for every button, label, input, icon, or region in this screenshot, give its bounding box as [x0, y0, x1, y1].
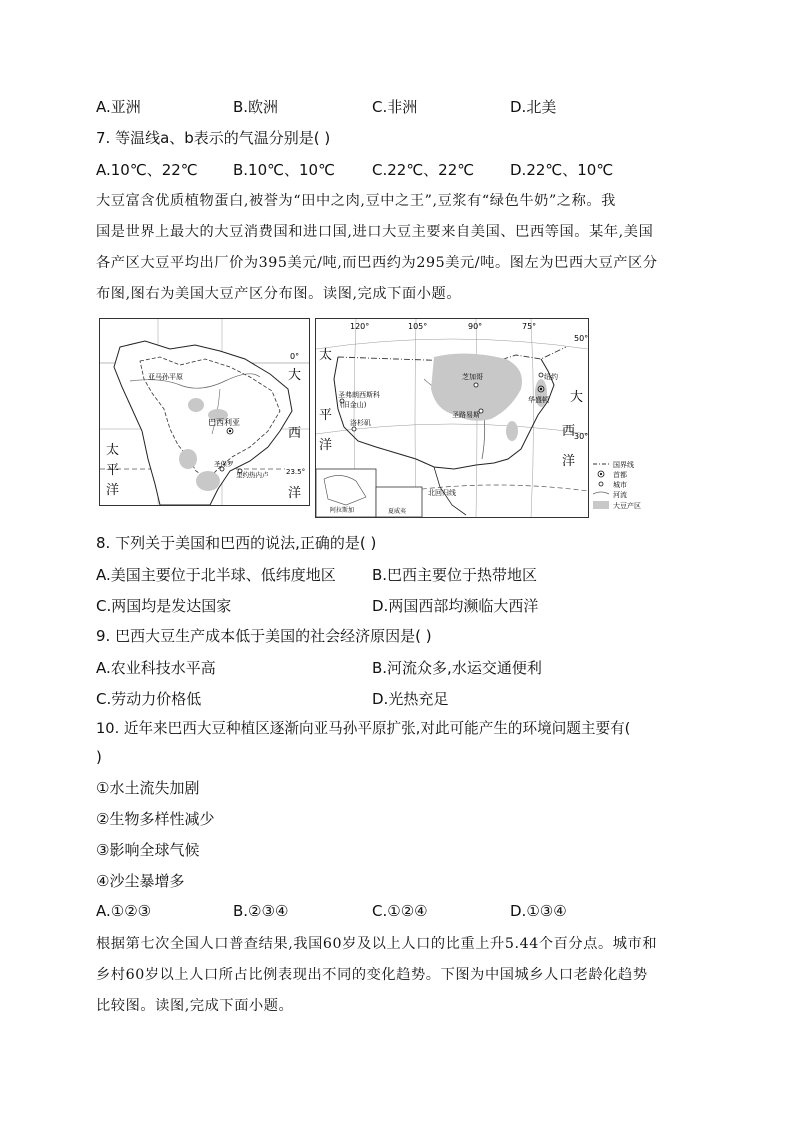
capital-legend-dot [600, 473, 602, 475]
atlantic-label: 西 [562, 424, 576, 439]
q9-stem: 9. 巴西大豆生产成本低于美国的社会经济原因是( ) [96, 627, 432, 645]
chicago-label: 芝加哥 [462, 373, 483, 381]
legend-label: 国界线 [613, 461, 634, 469]
q9-option-c: C.劳动力价格低 [96, 690, 202, 708]
passage-line: 乡村60岁以上人口所占比例表现出不同的变化趋势。下图为中国城乡人口老龄化趋势 [96, 967, 648, 983]
soybean-legend-icon [593, 501, 609, 509]
soybean-region [188, 398, 204, 412]
q8-option-d: D.两国西部均濒临大西洋 [372, 597, 539, 615]
capital-dot [540, 388, 542, 390]
newyork-label: 纽约 [544, 373, 558, 381]
passage-line: 布图,图右为美国大豆产区分布图。读图,完成下面小题。 [96, 286, 462, 302]
atlantic-label: 西 [288, 426, 302, 441]
longitude-label: 75° [522, 322, 537, 331]
pacific-label: 洋 [319, 438, 333, 453]
brazil-map [99, 318, 310, 506]
capital-dot [229, 430, 231, 432]
atlantic-label: 洋 [288, 486, 302, 501]
mexico-border [358, 441, 434, 467]
q10-option-a: A.①②③ [96, 902, 152, 920]
passage-line: 根据第七次全国人口普查结果,我国60岁及以上人口的比重上升5.44个百分点。城市和 [96, 936, 658, 952]
q7-stem: 7. 等温线a、b表示的气温分别是( ) [96, 129, 331, 147]
passage-census [96, 929, 696, 1022]
q7-option-b: B.10℃、10℃ [233, 161, 335, 179]
amazon-label: 亚马孙平原 [148, 373, 183, 381]
longitude-line [531, 319, 534, 517]
passage-line: 各产区大豆平均出厂价为395美元/吨,而巴西约为295美元/吨。图左为巴西大豆产区分 [96, 255, 658, 271]
pacific-label: 太 [106, 443, 120, 458]
q7-option-d: D.22℃、10℃ [510, 161, 614, 179]
longitude-label: 90° [468, 322, 483, 331]
pacific-label: 平 [106, 463, 120, 478]
usa-map-svg [316, 319, 588, 517]
q10-item: ①水土流失加剧 [96, 779, 200, 797]
soybean-region [179, 449, 197, 469]
brasilia-label: 巴西利亚 [208, 418, 240, 427]
stlouis-label: 圣路易斯 [452, 411, 480, 419]
pacific-label: 洋 [106, 483, 120, 498]
legend-label: 城市 [613, 481, 627, 489]
q10-item: ③影响全球气候 [96, 841, 200, 859]
atlantic-label: 大 [570, 390, 584, 405]
washington-label: 华盛顿 [528, 396, 549, 404]
q10-option-d: D.①③④ [510, 902, 567, 920]
usa-map [315, 318, 589, 518]
alaska-label: 阿拉斯加 [330, 507, 355, 514]
longitude-label: 105° [408, 322, 428, 331]
q8-option-c: C.两国均是发达国家 [96, 597, 232, 615]
passage-line: 大豆富含优质植物蛋白,被誉为“田中之肉,豆中之王”,豆浆有“绿色牛奶”之称。我 [96, 193, 616, 209]
legend-label: 首都 [613, 471, 627, 479]
q7-option-c: C.22℃、22℃ [372, 161, 475, 179]
passage-soybean [96, 186, 696, 310]
q8-stem: 8. 下列关于美国和巴西的说法,正确的是( ) [96, 534, 377, 552]
q6-option-c: C.非洲 [372, 98, 418, 116]
city-legend-icon [599, 482, 603, 486]
tropic-degree: 23.5° [286, 468, 306, 476]
passage-line: 国是世界上最大的大豆消费国和进口国,进口大豆主要来自美国、巴西等国。某年,美国 [96, 224, 654, 240]
city-marker [352, 427, 356, 431]
q10-option-c: C.①②④ [372, 902, 428, 920]
q10-stem: 10. 近年来巴西大豆种植区逐渐向亚马孙平原扩张,对此可能产生的环境问题主要有( [96, 720, 631, 737]
longitude-label: 120° [350, 322, 370, 331]
soybean-region [196, 471, 220, 491]
tropic-label: 北回归线 [428, 489, 456, 497]
river-legend-icon [593, 492, 609, 494]
latitude-label: 30° [574, 432, 588, 441]
passage-line: 比较图。读图,完成下面小题。 [96, 998, 294, 1014]
q6-option-d: D.北美 [510, 98, 557, 116]
q9-option-d: D.光热充足 [372, 690, 449, 708]
atlantic-label: 洋 [562, 454, 576, 469]
city-marker [474, 383, 478, 387]
hawaii-label: 夏威夷 [388, 508, 407, 515]
map-legend [593, 458, 653, 516]
pacific-label: 太 [319, 348, 333, 363]
q9-option-a: A.农业科技水平高 [96, 659, 216, 677]
sanfrancisco-label: 圣弗朗西斯科 [338, 391, 380, 399]
brazil-map-svg [100, 319, 309, 505]
legend-label: 大豆产区 [613, 502, 641, 510]
q6-option-a: A.亚洲 [96, 98, 141, 116]
legend-svg [593, 458, 653, 516]
soybean-region [506, 421, 518, 441]
latitude-label: 50° [574, 334, 588, 343]
atlantic-label: 大 [288, 368, 302, 383]
rio-label: 里约热内卢 [236, 471, 269, 479]
q8-option-a: A.美国主要位于北半球、低纬度地区 [96, 566, 336, 584]
q10-item: ④沙尘暴增多 [96, 872, 185, 890]
city-marker [539, 373, 543, 377]
q9-option-b: B.河流众多,水运交通便利 [372, 659, 542, 677]
q7-option-a: A.10℃、22℃ [96, 161, 198, 179]
saopaulo-label: 圣保罗 [214, 460, 234, 468]
losangeles-label: 洛杉矶 [350, 419, 371, 427]
q10-item: ②生物多样性减少 [96, 810, 215, 828]
q8-option-b: B.巴西主要位于热带地区 [372, 566, 538, 584]
q10-stem-end: ) [96, 748, 102, 766]
legend-label: 河流 [613, 491, 627, 499]
equator-label: 0° [290, 352, 300, 361]
latitude-line [316, 339, 588, 349]
sanfrancisco-alt-label: (旧金山) [340, 401, 367, 409]
soybean-maps [99, 318, 649, 516]
q10-option-b: B.②③④ [233, 902, 289, 920]
q6-option-b: B.欧洲 [233, 98, 279, 116]
pacific-label: 平 [319, 408, 333, 423]
